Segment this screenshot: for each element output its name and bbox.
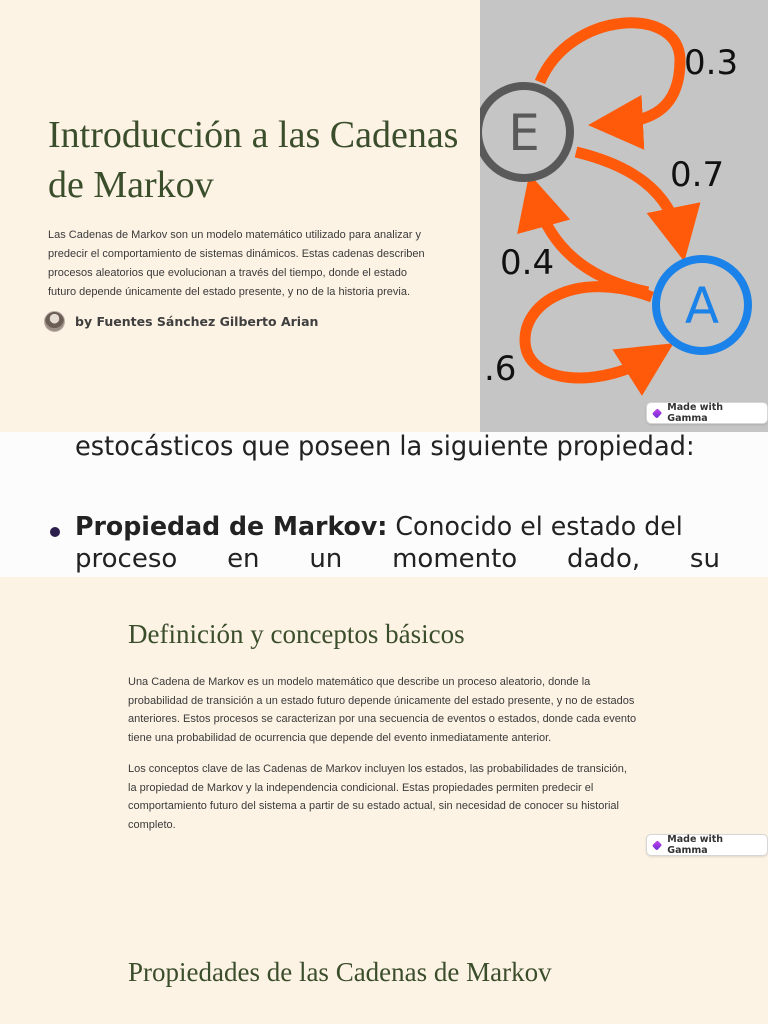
e-to-a-arrow [576,152,680,240]
self-loop-a-arrow [525,287,655,378]
author-byline [44,311,318,332]
definitions-paragraph-2: Los conceptos clave de las Cadenas de Markov incluyen los estados, las probabilidades de transición, la propiedad de Markov y la independencia condicional. Estas propiedades permiten predecir el comportamiento futuro del sistema a partir de su estado actual, sin necesidad de conocer su historial completo. [128,763,627,831]
node-e-label: E [508,104,540,162]
made-with-gamma-badge[interactable] [646,402,768,424]
strip-line-2-rest: Conocido el estado del [387,512,683,542]
strip-line-1: estocásticos que poseen la siguiente propiedad: [75,432,695,462]
author-name: by Fuentes Sánchez Gilberto Arian [75,314,319,329]
strip-line-3 [75,544,720,574]
label-a-to-e: 0.4 [500,243,555,283]
strip-word: proceso [75,544,178,574]
section-heading-definitions: Definición y conceptos básicos [128,619,465,649]
strip-word: en [227,544,260,574]
badge-label: Made with Gamma [667,834,724,856]
label-self-e: 0.3 [684,43,739,83]
markov-diagram-svg [480,0,768,432]
strip-word: dado, [567,544,641,574]
page-title: Introducción a las Cadenas de Markov [48,114,459,206]
markov-diagram-image [480,0,768,432]
strip-word: momento [392,544,518,574]
strip-word: un [309,544,343,574]
node-a-label: A [684,277,720,335]
section-heading-properties: Propiedades de las Cadenas de Markov [128,957,552,987]
strip-bold-term: Propiedad de Markov: [75,512,388,542]
avatar [44,311,65,332]
strip-word: su [689,544,720,574]
strip-line-2 [75,512,683,542]
made-with-gamma-badge[interactable] [646,834,768,856]
pasted-text-image [0,432,768,577]
definitions-paragraph-1: Una Cadena de Markov es un modelo matemático que describe un proceso aleatorio, donde la probabilidad de transición a un estado futuro depende únicamente del estado presente, y no de estados anteriores. Estos procesos se caracterizan por una secuencia de eventos o estados, donde cada evento tiene una probabilidad de ocurrencia que depende del evento inmediatamente anterior. [128,676,637,744]
title-slide [0,0,768,432]
bullet-dot [50,527,60,537]
definitions-section [0,577,768,1024]
gamma-logo-icon [652,840,662,850]
intro-paragraph: Las Cadenas de Markov son un modelo matemático utilizado para analizar y predecir el comportamiento de sistemas dinámicos. Estas cadenas describen procesos aleatorios que evolucionan a través del tiempo, donde el estado futuro depende únicamente del estado presente, y no de la historia previa. [48,229,425,298]
gamma-logo-icon [652,408,662,418]
badge-label: Made with Gamma [667,402,724,424]
label-e-to-a: 0.7 [670,155,725,195]
label-self-a: .6 [484,349,517,389]
